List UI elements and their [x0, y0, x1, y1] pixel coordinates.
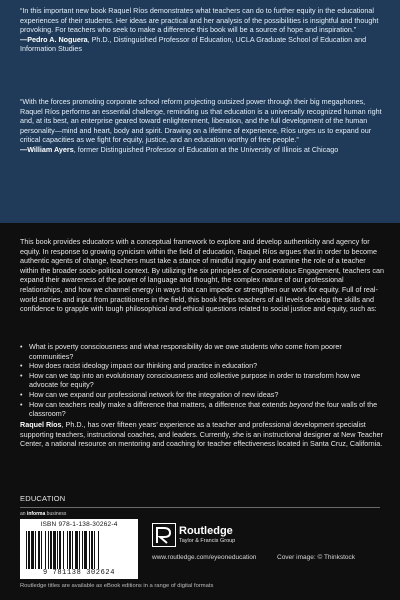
barcode-bar	[57, 531, 58, 569]
isbn-label: ISBN 978-1-138-30262-4	[40, 521, 118, 528]
question-list	[20, 342, 385, 419]
publisher-logo	[152, 523, 302, 547]
barcode-bar	[72, 531, 73, 569]
endorsements-band	[0, 0, 400, 223]
barcode-bar	[89, 531, 90, 569]
ean-digits: 9 781138 302624	[42, 569, 115, 577]
cover-credit: Cover image: © Thinkstock	[277, 554, 356, 561]
author-name: Raquel Ríos	[20, 420, 62, 429]
publisher-tagline	[20, 511, 66, 517]
routledge-mark-icon	[152, 523, 176, 547]
subject-category: EDUCATION	[20, 494, 66, 503]
barcode-bar	[69, 531, 71, 569]
barcode-bar	[82, 531, 83, 569]
quote-author: —William Ayers	[20, 144, 74, 154]
list-item: • How can we expand our professional network for the integration of new ideas?	[20, 390, 385, 400]
endorsement-quote-1	[20, 6, 385, 54]
barcode-bar	[67, 531, 68, 569]
quote-attribution	[20, 145, 385, 155]
barcode-bar	[50, 531, 52, 569]
barcode-bar	[94, 531, 95, 569]
list-item-text: How can teachers really make a difference that matters, a difference that extends beyond the four walls of the classroom?	[29, 399, 378, 419]
barcode-bar	[53, 531, 56, 569]
publisher-name: Routledge	[179, 525, 233, 537]
divider	[20, 507, 380, 508]
ebook-note: Routledge titles are available as eBook editions in a range of digital formats	[20, 583, 214, 589]
barcode-bars	[26, 531, 132, 569]
barcode-bar	[84, 531, 87, 569]
quote-author-title: , Ph.D., Distinguished Professor of Education, UCLA Graduate School of Education and Information Studies	[20, 34, 367, 54]
quote-text: “In this important new book Raquel Ríos demonstrates what teachers can do to further equity in the educational experiences of their students. Her ideas are practical and her analysis of the possibilities is insightful and thought provoking. For teachers who seek to make a difference this book will be a source of hope and inspiration.”	[20, 6, 379, 35]
isbn-barcode	[20, 519, 138, 579]
barcode-bar	[38, 531, 40, 569]
barcode-bar	[26, 531, 27, 569]
barcode-bar	[35, 531, 36, 569]
list-item: • How can we tap into an evolutionary consciousness and collective purpose in order to transform how we advocate for equity?	[20, 371, 385, 390]
tagline-prefix: an	[20, 511, 27, 517]
barcode-bar	[31, 531, 34, 569]
barcode-bar	[45, 531, 46, 569]
tagline-brand: informa	[26, 511, 46, 517]
barcode-bar	[75, 531, 78, 569]
author-bio-text: , Ph.D., has over fifteen years’ experience as a teacher and professional development specialist supporting teachers, instructional coaches, and leaders. Currently, she is an instructional designer at New Teacher Center, a national resource on mentoring and coaching for teacher effectiveness located in Santa Cruz, California.	[20, 420, 383, 449]
barcode-bar	[48, 531, 49, 569]
quote-text: “With the forces promoting corporate school reform projecting outsized power through their big megaphones, Raquel Ríos performs an essential challenge, reminding us that education is a universally recognized human right and, at its best, an enterprise geared toward enlightenment, liberation, and the full development of the human personality—mind and heart, body and spirit. Drawing on a lifetime of experience, Ríos urges us to expand our critical capacities as we fight for equity, justice, and an education worthy of free people.”	[20, 97, 382, 145]
author-bio	[20, 420, 385, 449]
list-item: • How does racist ideology impact our thinking and practice in education?	[20, 361, 385, 371]
endorsement-quote-2	[20, 97, 385, 155]
barcode-bar	[79, 531, 80, 569]
barcode-bar	[98, 531, 99, 569]
barcode-bar	[63, 531, 64, 569]
quote-attribution	[20, 35, 385, 54]
tagline-suffix: business	[45, 511, 67, 517]
publisher-group: Taylor & Francis Group	[179, 538, 236, 544]
barcode-bar	[91, 531, 93, 569]
barcode-bar	[59, 531, 61, 569]
book-description: This book provides educators with a conceptual framework to explore and develop authenticity and agency for equity. In response to growing cynicism within the field of education, Raquel Ríos argues that in order to become authentic agents of change, teachers must take a stance of mindful inquiry and examine the role of a teacher within the broader socio-political context. By utilizing the six principles of Conscientious Engagement, teachers can expand their awareness of the power of language and thought, the complex nature of our professional relationships, and how we channel energy in ways that can impede or strengthen our work for equity. Full of real-world stories and input from practitioners in the field, this book helps teachers of all levels develop the skills and confidence to grapple with tough philosophical and ethical questions related to social justice and equity, such as:	[20, 237, 384, 314]
quote-author: —Pedro A. Noguera	[20, 34, 88, 44]
barcode-bar	[41, 531, 42, 569]
barcode-bar	[28, 531, 30, 569]
list-item: • What is poverty consciousness and what responsibility do we owe students who come from poorer communities?	[20, 342, 385, 361]
quote-author-title: , former Distinguished Professor of Education at the University of Illinois at Chicago	[73, 144, 339, 154]
list-item	[20, 400, 385, 419]
publisher-url: www.routledge.com/eyeoneducation	[152, 554, 257, 561]
